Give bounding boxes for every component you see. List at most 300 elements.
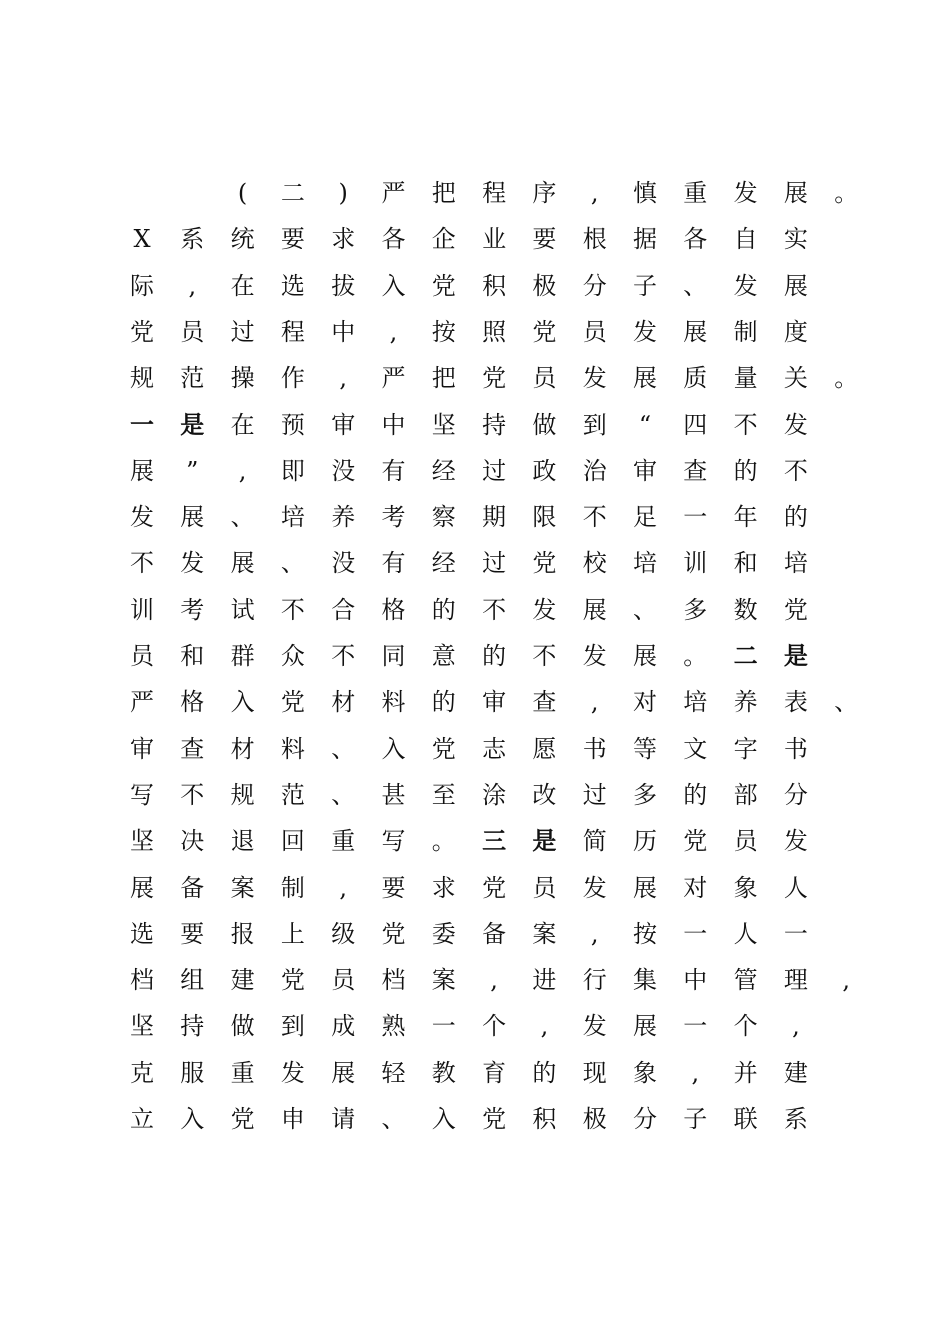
text-char: 不 — [582, 503, 607, 532]
text-char: 、 — [633, 595, 657, 624]
text-char: 操 — [230, 364, 255, 393]
text-char: 甚 — [381, 780, 406, 809]
text-char: 一 — [683, 919, 708, 948]
text-char: 。 — [683, 642, 708, 670]
text-char: 育 — [482, 1058, 507, 1087]
text-char: 多 — [683, 595, 708, 624]
text-char: 子 — [633, 271, 657, 300]
text-char: 展 — [130, 873, 154, 902]
text-char: , — [490, 966, 498, 995]
text-char: 养 — [733, 688, 758, 717]
text-char: 持 — [482, 410, 507, 439]
text-char: 志 — [482, 734, 507, 763]
text-char: 数 — [733, 595, 758, 624]
text-char: 发 — [633, 317, 657, 346]
text-char: 各 — [683, 225, 708, 254]
text-char: 人 — [783, 873, 808, 902]
text-char: 档 — [130, 966, 154, 995]
text-char: 到 — [582, 410, 607, 439]
text-char: ” — [186, 456, 199, 485]
text-char: 、 — [280, 549, 305, 578]
text-char: 培 — [783, 549, 808, 578]
text-char: 字 — [733, 734, 758, 763]
text-line — [0, 317, 950, 363]
text-line — [0, 224, 950, 270]
text-char: 对 — [683, 873, 708, 902]
text-char: 党 — [482, 364, 507, 393]
text-char: 展 — [633, 364, 657, 393]
text-char: 党 — [532, 549, 557, 578]
text-char: 多 — [633, 780, 657, 809]
text-char: X — [133, 225, 151, 254]
text-char: 严 — [130, 688, 154, 717]
text-char: 教 — [431, 1058, 456, 1087]
text-char: 严 — [381, 364, 406, 393]
text-char: 合 — [331, 595, 356, 624]
text-char: , — [590, 919, 599, 948]
text-char: 经 — [431, 456, 456, 485]
text-char: 级 — [331, 919, 356, 948]
text-char: 程 — [482, 179, 507, 207]
text-char: ) — [338, 179, 348, 207]
text-char: 发 — [783, 827, 808, 856]
text-char: , — [691, 1058, 700, 1087]
text-char: 范 — [280, 780, 305, 809]
text-char: 审 — [482, 688, 507, 717]
text-char: 党 — [532, 317, 557, 346]
text-line — [0, 363, 950, 409]
text-char: 入 — [381, 271, 406, 300]
text-char: 决 — [180, 827, 205, 856]
text-char: 和 — [180, 642, 205, 670]
text-char: 发 — [733, 271, 758, 300]
text-char: 展 — [683, 317, 708, 346]
text-char: 成 — [331, 1012, 356, 1041]
text-char: 有 — [381, 549, 406, 578]
text-char: 极 — [582, 1105, 607, 1133]
text-char: 查 — [532, 688, 557, 717]
text-char: , — [238, 456, 247, 485]
text-char: 备 — [180, 873, 205, 902]
text-line — [0, 965, 950, 1011]
text-char: 党 — [683, 827, 708, 856]
text-char: 经 — [431, 549, 456, 578]
text-char: 发 — [130, 503, 154, 532]
text-char: 不 — [280, 595, 305, 624]
text-char: 度 — [783, 317, 808, 346]
text-char: 、 — [331, 780, 356, 809]
text-char: 个 — [733, 1012, 758, 1041]
text-char: 发 — [532, 595, 557, 624]
text-char: 书 — [783, 734, 808, 763]
text-char: 个 — [482, 1012, 507, 1041]
text-char: , — [339, 873, 347, 902]
text-char: 培 — [683, 688, 708, 717]
text-char: 的 — [683, 780, 708, 809]
text-char: 重 — [230, 1058, 255, 1087]
text-char: 际 — [130, 271, 154, 300]
text-char: 做 — [230, 1012, 255, 1041]
text-char: 不 — [180, 780, 205, 809]
text-char: 训 — [683, 549, 708, 578]
text-char: 党 — [431, 271, 456, 300]
text-char: 考 — [180, 595, 205, 624]
text-char: 培 — [633, 549, 657, 578]
text-char: 发 — [582, 873, 607, 902]
text-char: 是 — [180, 409, 205, 439]
text-char: 关 — [783, 364, 808, 393]
text-line — [0, 178, 950, 224]
text-char: 员 — [532, 873, 557, 902]
text-char: 不 — [331, 642, 356, 670]
text-char: 过 — [230, 317, 255, 346]
text-char: 质 — [683, 364, 708, 393]
text-line — [0, 687, 950, 733]
text-char: 上 — [280, 919, 305, 948]
text-char: 在 — [230, 271, 255, 300]
text-char: 规 — [230, 780, 255, 809]
text-line — [0, 595, 950, 641]
text-char: 展 — [331, 1058, 356, 1087]
text-char: 案 — [532, 919, 557, 948]
text-char: 员 — [733, 827, 758, 856]
text-char: 有 — [381, 456, 406, 485]
text-char: 慎 — [633, 179, 657, 207]
text-char: 回 — [280, 827, 305, 856]
text-char: 不 — [482, 595, 507, 624]
text-char: 校 — [582, 549, 607, 578]
text-char: 档 — [381, 966, 406, 995]
text-char: , — [339, 364, 347, 393]
text-char: 没 — [331, 456, 356, 485]
text-char: 中 — [381, 410, 406, 439]
text-char: 轻 — [381, 1058, 406, 1087]
text-char: 建 — [783, 1058, 808, 1087]
text-char: 改 — [532, 780, 557, 809]
text-char: 党 — [381, 919, 406, 948]
text-line — [0, 826, 950, 872]
text-char: 、 — [331, 734, 356, 763]
text-char: 、 — [381, 1105, 406, 1133]
text-char: 党 — [482, 1105, 507, 1133]
text-char: 培 — [280, 503, 305, 532]
text-char: , — [540, 1012, 549, 1041]
text-char: 过 — [482, 456, 507, 485]
text-char: 养 — [331, 503, 356, 532]
text-char: 联 — [733, 1105, 758, 1133]
text-char: 申 — [280, 1105, 305, 1133]
text-char: 系 — [180, 225, 205, 254]
text-char: , — [590, 179, 599, 207]
text-line — [0, 502, 950, 548]
text-char: 审 — [331, 410, 356, 439]
text-char: 一 — [783, 919, 808, 948]
text-char: 极 — [532, 271, 557, 300]
text-char: 积 — [532, 1105, 557, 1133]
text-char: 足 — [633, 503, 657, 532]
text-char: 管 — [733, 966, 758, 995]
text-char: 量 — [733, 364, 758, 393]
text-char: 部 — [733, 780, 758, 809]
text-char: 的 — [733, 456, 758, 485]
text-char: 坚 — [431, 410, 456, 439]
text-char: 把 — [431, 179, 456, 207]
text-char: 实 — [783, 225, 808, 254]
text-char: 的 — [532, 1058, 557, 1087]
text-char: 选 — [280, 271, 305, 300]
text-char: 展 — [230, 549, 255, 578]
text-char: 求 — [331, 225, 356, 254]
text-char: 。 — [834, 179, 859, 207]
text-char: 展 — [633, 642, 657, 670]
text-char: 报 — [230, 919, 255, 948]
text-char: 三 — [482, 826, 507, 856]
text-char: 愿 — [532, 734, 557, 763]
text-char: 员 — [582, 317, 607, 346]
text-char: 现 — [582, 1058, 607, 1087]
text-char: 请 — [331, 1105, 356, 1133]
text-char: 、 — [683, 271, 708, 300]
text-char: 员 — [180, 317, 205, 346]
text-char: 人 — [733, 919, 758, 948]
text-line — [0, 873, 950, 919]
text-char: 自 — [733, 225, 758, 254]
text-char: 象 — [733, 873, 758, 902]
text-char: 众 — [280, 642, 305, 670]
text-char: 和 — [733, 549, 758, 578]
text-char: 入 — [381, 734, 406, 763]
text-char: 历 — [633, 827, 657, 856]
text-char: 即 — [280, 456, 305, 485]
text-char: 党 — [482, 873, 507, 902]
text-char: 查 — [180, 734, 205, 763]
text-char: 案 — [431, 966, 456, 995]
text-char: 建 — [230, 966, 255, 995]
text-char: 服 — [180, 1058, 205, 1087]
text-line — [0, 456, 950, 502]
text-line — [0, 271, 950, 317]
text-char: 展 — [633, 873, 657, 902]
text-line — [0, 548, 950, 594]
text-char: 。 — [834, 364, 859, 393]
text-char: 照 — [482, 317, 507, 346]
text-char: 党 — [280, 966, 305, 995]
text-char: 材 — [230, 734, 255, 763]
text-char: 审 — [130, 734, 154, 763]
text-char: 程 — [280, 317, 305, 346]
text-char: 察 — [431, 503, 456, 532]
text-char: 同 — [381, 642, 406, 670]
text-char: 一 — [683, 1012, 708, 1041]
text-char: 据 — [633, 225, 657, 254]
text-char: 子 — [683, 1105, 708, 1133]
text-char: 行 — [582, 966, 607, 995]
text-char: 入 — [230, 688, 255, 717]
text-char: 试 — [230, 595, 255, 624]
text-char: 坚 — [130, 827, 154, 856]
text-char: 业 — [482, 225, 507, 254]
text-char: 限 — [532, 503, 557, 532]
text-char: 进 — [532, 966, 557, 995]
text-line — [0, 410, 950, 456]
text-char: “ — [638, 410, 652, 439]
text-char: 员 — [532, 364, 557, 393]
text-char: 的 — [482, 642, 507, 670]
text-char: 一 — [130, 409, 154, 439]
text-char: 克 — [130, 1058, 154, 1087]
text-char: 不 — [783, 456, 808, 485]
text-char: 备 — [482, 919, 507, 948]
text-char: 一 — [683, 503, 708, 532]
text-char: 过 — [582, 780, 607, 809]
text-char: 积 — [482, 271, 507, 300]
text-char: 选 — [130, 919, 154, 948]
text-char: 党 — [230, 1105, 255, 1133]
text-char: 不 — [532, 642, 557, 670]
text-char: 意 — [431, 642, 456, 670]
text-char: 作 — [280, 364, 305, 393]
text-char: 四 — [683, 410, 708, 439]
text-char: 群 — [230, 642, 255, 670]
text-line — [0, 919, 950, 965]
text-char: 中 — [683, 966, 708, 995]
text-char: 按 — [431, 317, 456, 346]
text-char: 理 — [783, 966, 808, 995]
text-char: 料 — [280, 734, 305, 763]
text-char: 展 — [633, 1012, 657, 1041]
text-char: 党 — [130, 317, 154, 346]
text-char: 企 — [431, 225, 456, 254]
text-char: , — [590, 688, 599, 717]
text-char: 、 — [230, 503, 255, 532]
text-char: 并 — [733, 1058, 758, 1087]
text-char: 立 — [130, 1105, 154, 1133]
text-char: 过 — [482, 549, 507, 578]
text-line — [0, 1104, 950, 1150]
text-char: 集 — [633, 966, 657, 995]
text-char: 训 — [130, 595, 154, 624]
text-char: 要 — [381, 873, 406, 902]
text-char: 分 — [582, 271, 607, 300]
text-char: 按 — [633, 919, 657, 948]
text-char: 根 — [582, 225, 607, 254]
text-char: 展 — [783, 179, 808, 207]
text-char: 书 — [582, 734, 607, 763]
text-char: 发 — [582, 642, 607, 670]
text-char: 展 — [180, 503, 205, 532]
text-char: , — [792, 1012, 800, 1041]
text-char: 查 — [683, 456, 708, 485]
text-char: 重 — [331, 827, 356, 856]
text-char: 把 — [431, 364, 456, 393]
text-char: 党 — [783, 595, 808, 624]
text-char: 不 — [733, 410, 758, 439]
text-char: 重 — [683, 179, 708, 207]
text-line — [0, 1058, 950, 1104]
text-char: 到 — [280, 1012, 305, 1041]
text-char: 党 — [280, 688, 305, 717]
text-char: 要 — [532, 225, 557, 254]
text-char: 期 — [482, 503, 507, 532]
text-char: , — [842, 966, 850, 995]
text-char: 入 — [180, 1105, 205, 1133]
text-line — [0, 734, 950, 780]
text-char: 展 — [783, 271, 808, 300]
text-char: 要 — [180, 919, 205, 948]
text-char: 是 — [783, 641, 808, 670]
text-char: 求 — [431, 873, 456, 902]
text-char: 拔 — [331, 271, 356, 300]
text-char: 范 — [180, 364, 205, 393]
text-char: 考 — [381, 503, 406, 532]
text-char: 坚 — [130, 1012, 154, 1041]
text-char: 党 — [431, 734, 456, 763]
text-char: 料 — [381, 688, 406, 717]
text-char: 统 — [230, 225, 255, 254]
text-line — [0, 1011, 950, 1057]
text-char: 等 — [633, 734, 657, 763]
text-char: 涂 — [482, 780, 507, 809]
text-char: 预 — [280, 410, 305, 439]
text-char: 熟 — [381, 1012, 406, 1041]
text-char: 二 — [280, 179, 305, 207]
text-line — [0, 780, 950, 826]
text-char: 分 — [783, 780, 808, 809]
text-char: , — [389, 317, 398, 346]
text-char: 的 — [431, 595, 456, 624]
text-char: 各 — [381, 225, 406, 254]
text-char: 规 — [130, 364, 154, 393]
text-char: 展 — [582, 595, 607, 624]
text-char: 二 — [733, 641, 758, 670]
text-char: 退 — [230, 827, 255, 856]
text-char: 象 — [633, 1058, 657, 1087]
text-char: 不 — [130, 549, 154, 578]
text-line — [0, 641, 950, 687]
text-char: 格 — [381, 595, 406, 624]
text-char: 持 — [180, 1012, 205, 1041]
text-char: 分 — [633, 1105, 657, 1133]
text-char: 发 — [783, 410, 808, 439]
text-char: 委 — [431, 919, 456, 948]
text-char: 入 — [431, 1105, 456, 1133]
text-char: 的 — [431, 688, 456, 717]
text-char: 政 — [532, 456, 557, 485]
text-char: 中 — [331, 317, 356, 346]
text-char: 要 — [280, 225, 305, 254]
text-char: 员 — [331, 966, 356, 995]
text-char: 展 — [130, 456, 154, 485]
text-char: 发 — [280, 1058, 305, 1087]
text-char: 格 — [180, 688, 205, 717]
text-char: 写 — [130, 780, 154, 809]
text-char: 审 — [633, 456, 657, 485]
text-char: 发 — [582, 1012, 607, 1041]
text-char: 、 — [834, 688, 859, 717]
text-char: 员 — [130, 642, 154, 670]
text-char: 一 — [431, 1012, 456, 1041]
text-char: 治 — [582, 456, 607, 485]
text-char: 年 — [733, 503, 758, 532]
text-char: 对 — [633, 688, 657, 717]
text-char: 严 — [381, 179, 406, 207]
text-char: 在 — [230, 410, 255, 439]
text-char: 发 — [582, 364, 607, 393]
text-char: 序 — [532, 179, 557, 207]
text-char: 没 — [331, 549, 356, 578]
text-char: 制 — [733, 317, 758, 346]
text-char: 制 — [280, 873, 305, 902]
